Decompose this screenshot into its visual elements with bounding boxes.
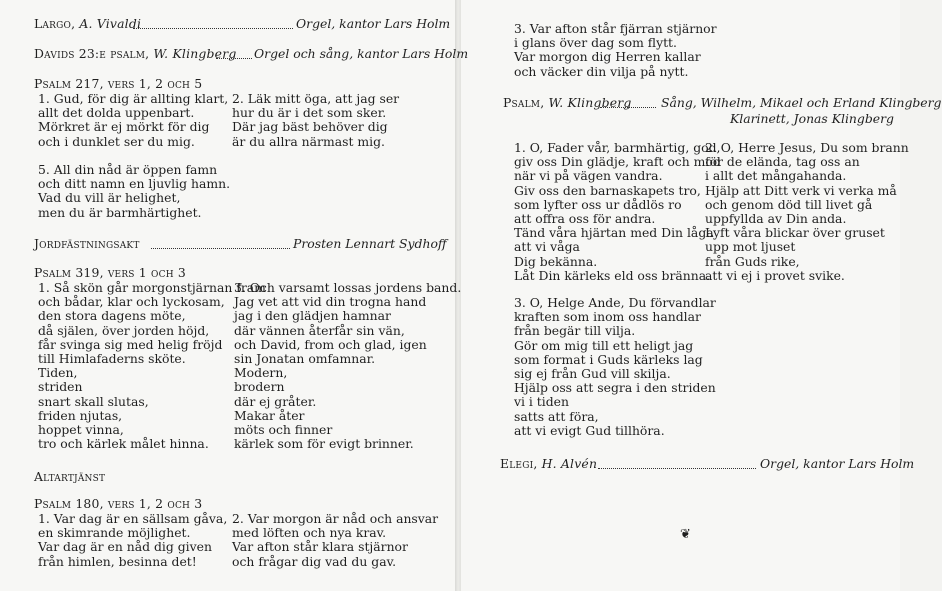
verse-line: från himlen, besinna det! [38,553,197,569]
verse-line: och genom död till livet gå [705,196,873,212]
verse-line: och frågar dig vad du gav. [232,553,397,569]
verse-line: kraften som inom oss handlar [514,309,701,325]
jordfastning-leader [151,248,290,249]
psalm217-verse5 [38,163,230,220]
verse-line: sin Jonatan omfamnar. [234,351,376,367]
verse-line: och David, from och glad, igen [234,336,427,352]
hymn-verse2 [705,141,909,283]
verse-line: 2. O, Herre Jesus, Du som brann [705,140,909,155]
davids-title: Davids 23:e psalm, [34,46,150,61]
verse-line: men du är barmhärtighet. [38,204,202,220]
verse-line: friden njutas, [38,407,123,423]
altartjanst-title: Altartjänst [34,469,106,484]
verse-line: Lyft våra blickar över gruset [705,225,885,241]
verse-line: 1. Så skön går morgonstjärnan fram [38,280,266,295]
verse-line: brodern [234,379,285,395]
verse-line: hur du är i det som sker. [232,105,387,121]
psalm-klingberg-heading [503,96,632,110]
elegi-title: Elegi, [500,456,538,471]
davids-leader [216,58,252,59]
davids-performer: Orgel och sång, kantor Lars Holm [254,46,469,61]
verse-line: Hjälp att Ditt verk vi verka må [705,182,897,198]
verse-line: 2. Var morgon är nåd och ansvar [232,511,439,526]
largo-heading [34,17,141,31]
largo-composer: A. Vivaldi [79,16,142,31]
verse-line: striden [38,379,83,395]
verse-line: Makar åter [234,407,305,423]
verse-line: är du allra närmast mig. [232,133,385,149]
verse-line: giv oss Din glädje, kraft och mod [514,154,721,170]
verse-line: från Guds rike, [705,253,800,269]
elegi-performer: Orgel, kantor Lars Holm [760,456,915,471]
psalm-performer-song: Sång, Wilhelm, Mikael och Erland Klingberg [661,95,942,110]
psalm217-verse1 [38,92,228,149]
psalm180-verse3 [514,22,717,79]
verse-line: Giv oss den barnaskapets tro, [514,182,701,198]
verse-line: tro och kärlek målet hinna. [38,436,209,452]
verse-line: 3. Och varsamt lossas jordens band. [234,280,462,295]
psalm-title: Psalm, [503,95,545,110]
verse-line: när vi på vägen vandra. [514,168,663,184]
verse-line: där ej gråter. [234,393,317,409]
verse-line: att vi ej i provet svike. [705,267,845,283]
largo-leader [133,28,293,29]
verse-line: jag i den glädjen hamnar [234,308,391,324]
psalm-composer: W. Klingberg [548,95,632,110]
largo-performer: Orgel, kantor Lars Holm [296,16,451,31]
ornament-icon: ❦ [680,527,691,542]
verse-line: vi i tiden [514,394,569,410]
verse-line: Modern, [234,365,288,381]
verse-line: Var afton står klara stjärnor [232,539,408,555]
davids-composer: W. Klingberg [153,46,237,61]
verse-line: att vi våga [514,239,580,255]
verse-line: från begär till vilja. [514,323,636,339]
verse-line: hoppet vinna, [38,422,124,438]
verse-line: Tiden, [38,365,78,381]
verse-line: Vad du vill är helighet, [38,190,181,206]
verse-line: 3. O, Helge Ande, Du förvandlar [514,295,716,310]
verse-line: Tänd våra hjärtan med Din låga [514,225,714,241]
verse-line: som lyfter oss ur dådlös ro [514,196,682,212]
elegi-heading [500,457,597,471]
elegi-leader [598,468,756,469]
verse-line: allt det dolda uppenbart. [38,105,195,121]
largo-title: Largo, [34,16,76,31]
verse-line: en skimrande möjlighet. [38,525,191,541]
verse-line: kärlek som för evigt brinner. [234,436,414,452]
verse-line: som format i Guds kärleks lag [514,351,703,367]
psalm217-verse2 [232,92,399,149]
verse-line: snart skall slutas, [38,393,149,409]
verse-line: för de elända, tag oss an [705,154,860,170]
verse-line: och ditt namn en ljuvlig hamn. [38,176,231,192]
verse-line: Hjälp oss att segra i den striden [514,380,716,396]
verse-line: att offra oss för andra. [514,211,656,227]
verse-line: Jag vet att vid din trogna hand [234,294,427,310]
verse-line: uppfyllda av Din anda. [705,211,847,227]
verse-line: där vännen återfår sin vän, [234,322,405,338]
verse-line: i glans över dag som flytt. [514,35,677,51]
psalm319-verse1 [38,281,266,451]
psalm180-verse2 [232,512,438,569]
verse-line: Var dag är en nåd dig given [38,539,212,555]
verse-line: Mörkret är ej mörkt för dig [38,119,210,135]
verse-line: och bådar, klar och lyckosam, [38,294,225,310]
verse-line: 1. Gud, för dig är allting klart, [38,91,229,106]
psalm180-heading: Psalm 180, vers 1, 2 och 3 [34,496,203,511]
verse-line: 3. Var afton står fjärran stjärnor [514,21,717,36]
verse-line: och väcker din vilja på nytt. [514,63,689,79]
verse-line: att vi evigt Gud tillhöra. [514,422,665,438]
verse-line: möts och finner [234,422,333,438]
verse-line: 5. All din nåd är öppen famn [38,162,218,177]
verse-line: satts att föra, [514,408,599,424]
verse-line: den stora dagens möte, [38,308,186,324]
verse-line: sig ej från Gud vill skilja. [514,366,671,382]
psalm217-heading: Psalm 217, vers 1, 2 och 5 [34,76,203,91]
verse-line: Gör om mig till ett heligt jag [514,337,694,353]
verse-line: 2. Läk mitt öga, att jag ser [232,91,400,106]
psalm-leader [600,107,656,108]
hymn-verse1 [514,141,721,283]
verse-line: upp mot ljuset [705,239,796,255]
verse-line: och i dunklet ser du mig. [38,133,195,149]
psalm-performer-clarinet: Klarinett, Jonas Klingberg [730,111,894,126]
verse-line: till Himlafaderns sköte. [38,351,186,367]
elegi-composer: H. Alvén [541,456,598,471]
davids-heading [34,47,236,61]
jordfastning-title: Jordfästningsakt [34,236,140,251]
verse-line: 1. O, Fader vår, barmhärtig, god, [514,140,721,155]
verse-line: Dig bekänna. [514,253,598,269]
verse-line: i allt det mångahanda. [705,168,847,184]
psalm180-verse1 [38,512,227,569]
verse-line: Låt Din kärleks eld oss bränna. [514,267,711,283]
verse-line: Där jag bäst behöver dig [232,119,388,135]
jordfastning-performer: Prosten Lennart Sydhoff [293,236,447,251]
hymn-verse3 [514,296,716,438]
verse-line: då själen, över jorden höjd, [38,322,210,338]
psalm319-verse3 [234,281,461,451]
verse-line: får svinga sig med helig fröjd [38,336,223,352]
verse-line: 1. Var dag är en sällsam gåva, [38,511,228,526]
verse-line: Var morgon dig Herren kallar [514,49,701,65]
psalm319-heading: Psalm 319, vers 1 och 3 [34,265,186,280]
verse-line: med löften och nya krav. [232,525,387,541]
